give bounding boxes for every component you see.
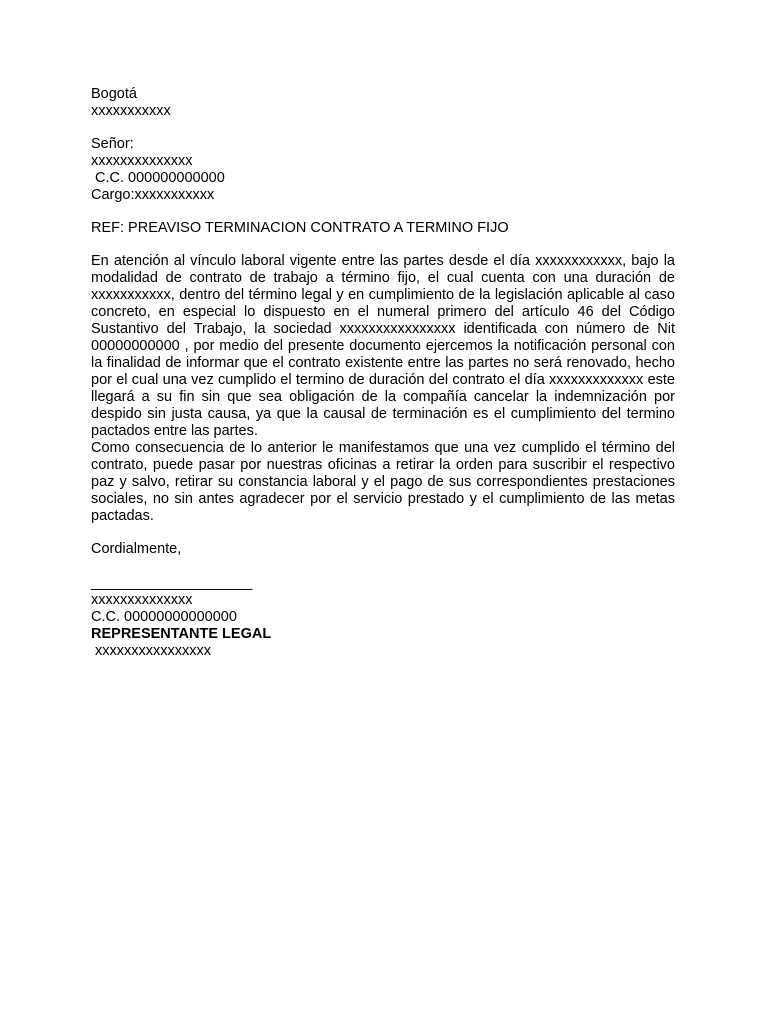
date: xxxxxxxxxxx bbox=[91, 103, 171, 119]
closing: Cordialmente, bbox=[91, 541, 182, 557]
body-paragraph-1: En atención al vínculo laboral vigente entre las partes desde el día xxxxxxxxxxxx, bajo la modalidad de contrato de trabajo a término fijo, el cual cuenta con una duración de xxxxxxxxxxx, dentro del término legal y en cumplimiento de la legislación aplicable al caso concreto, en especial lo dispuesto en el numeral primero del artículo 46 del Código Sustantivo del Trabajo, la sociedad xxxxxxxxxxxxxxxx identificada con número de Nit 00000000000 , por medio del presente documento ejercemos la notificación personal con la finalidad de informar que el contrato existente entre las partes no será renovado, hecho por el cual una vez cumplido el termino de duración del contrato el día xxxxxxxxxxxxx este llegará a su fin sin que sea obligación de la compañía cancelar la indemnización por despido sin justa causa, ya que la causal de terminación es el cumplimiento del termino pactados entre las partes. bbox=[91, 253, 675, 439]
signer-id: C.C. 00000000000000 bbox=[91, 609, 237, 625]
city: Bogotá bbox=[91, 86, 137, 102]
body-paragraph-2: Como consecuencia de lo anterior le manifestamos que una vez cumplido el término del contrato, puede pasar por nuestras oficinas a retirar la orden para suscribir el respectivo paz y salvo, retirar su constancia laboral y el pago de sus correspondientes prestaciones sociales, no sin antes agradecer por el servicio prestado y el cumplimiento de las metas pactadas. bbox=[91, 440, 675, 524]
salutation: Señor: bbox=[91, 136, 134, 152]
letter-body bbox=[91, 86, 675, 660]
signer-name: xxxxxxxxxxxxxx bbox=[91, 592, 193, 608]
signature-line: ____________________ bbox=[91, 575, 253, 591]
recipient-name: xxxxxxxxxxxxxx bbox=[91, 153, 193, 169]
recipient-id: C.C. 000000000000 bbox=[95, 170, 225, 186]
reference-line: REF: PREAVISO TERMINACION CONTRATO A TERMINO FIJO bbox=[91, 220, 509, 236]
signer-company: xxxxxxxxxxxxxxxx bbox=[95, 643, 211, 659]
signer-title: REPRESENTANTE LEGAL bbox=[91, 626, 272, 642]
recipient-role: Cargo:xxxxxxxxxxx bbox=[91, 187, 215, 203]
